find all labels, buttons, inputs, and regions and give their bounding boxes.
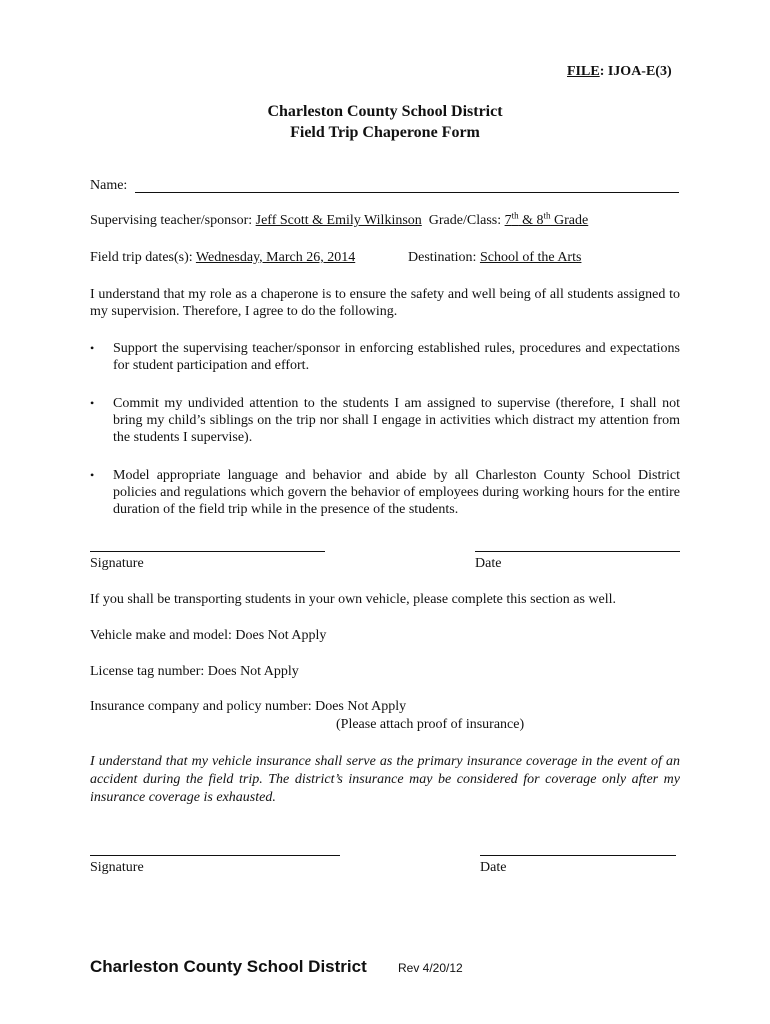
supervising-row [90,210,589,229]
date-line[interactable] [480,855,676,856]
bullet-icon: • [90,396,95,410]
vehicle-make-value: Does Not Apply [235,628,327,643]
insurance-statement: I understand that my vehicle insurance shall serve as the primary insurance coverage in the event of an accident during the field trip. The district’s insurance may be considered for coverage only after my insurance coverage is exhausted. [90,754,680,805]
form-title: Field Trip Chaperone Form [290,124,480,141]
file-reference [567,64,672,80]
footer-revision: Rev 4/20/12 [398,961,463,975]
vehicle-intro: If you shall be transporting students in your own vehicle, please complete this section as well. [90,592,617,607]
destination-row [408,250,581,266]
vehicle-make-label: Vehicle make and model: [90,628,232,643]
intro-paragraph: I understand that my role as a chaperone is to ensure the safety and well being of all students assigned to my supervision. Therefore, I agree to do the following. [90,287,680,319]
vehicle-make-row [90,628,326,644]
license-tag-label: License tag number: [90,664,205,679]
license-tag-value: Does Not Apply [207,664,299,679]
name-label: Name: [90,178,128,193]
form-title-org: Charleston County School District [267,103,503,120]
insurance-value: Does Not Apply [315,699,407,714]
supervising-value: Jeff Scott & Emily Wilkinson [255,213,422,228]
date-line[interactable] [475,551,680,552]
proof-note: (Please attach proof of insurance) [336,717,525,732]
name-field[interactable] [135,192,679,193]
bullet-item-3: Model appropriate language and behavior and abide by all Charleston County School District policies and regulations which govern the behavior of employees during working hours for the entire duration of the field trip while in the presence of the students. [113,468,680,517]
insurance-label: Insurance company and policy number: [90,699,312,714]
grade-label: Grade/Class: [428,213,502,228]
destination-value: School of the Arts [479,250,582,265]
signature-label: Signature [90,860,144,875]
date-label: Date [475,556,502,571]
bullet-item-1: Support the supervising teacher/sponsor in enforcing established rules, procedures and expectations for student participation and effort. [113,341,680,373]
date-label: Date [480,860,507,875]
supervising-label: Supervising teacher/sponsor: [90,213,253,228]
grade-value: 7th & 8th Grade [504,210,589,228]
bullet-icon: • [90,341,95,355]
signature-line[interactable] [90,551,325,552]
dates-row [90,250,355,266]
license-tag-row [90,664,299,680]
bullet-item-2: Commit my undivided attention to the students I am assigned to supervise (therefore, I shall not bring my child’s siblings on the trip nor shall I engage in activities which distract my attention from the students I supervise). [113,396,680,445]
footer-org: Charleston County School District [90,957,367,976]
insurance-row [90,699,406,715]
file-label: FILE [567,64,600,79]
signature-line[interactable] [90,855,340,856]
file-code: : IJOA-E(3) [599,64,672,79]
destination-label: Destination: [408,250,477,265]
dates-label: Field trip dates(s): [90,250,193,265]
dates-value: Wednesday, March 26, 2014 [195,250,356,265]
bullet-icon: • [90,468,95,482]
signature-label: Signature [90,556,144,571]
